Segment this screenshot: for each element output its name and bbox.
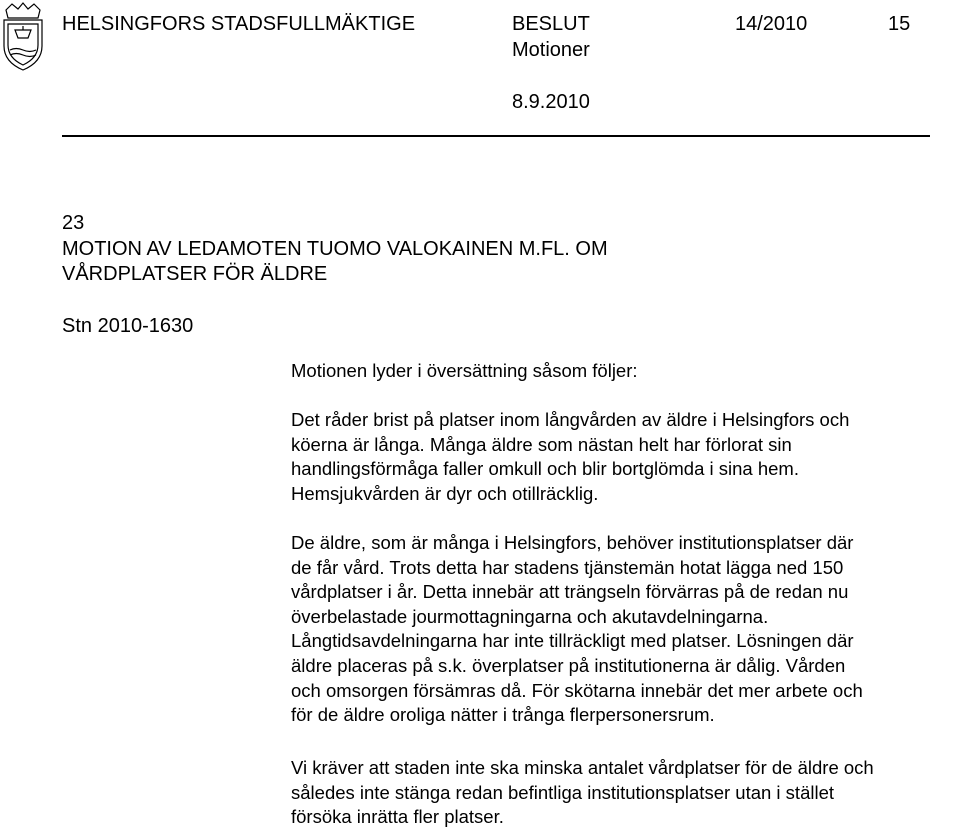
paragraph-line: för de äldre oroliga nätter i trånga flerpersonersrum. [291,704,715,726]
paragraph-line: De äldre, som är många i Helsingfors, behöver institutionsplatser där [291,532,854,553]
page-number: 15 [888,13,911,35]
meeting-number: 14/2010 [735,13,808,35]
paragraph-line: överbelastade jourmottagningarna och akutavdelningarna. [291,605,769,627]
intro-text: Motionen lyder i översättning såsom följer: [291,360,638,381]
paragraph-2 [291,531,863,728]
paragraph-line: Det råder brist på platser inom långvården av äldre i Helsingfors och [291,409,850,430]
header-divider [62,135,930,137]
item-reference: Stn 2010-1630 [62,315,194,337]
document-type: BESLUT [512,13,590,35]
item-title-line-2: VÅRDPLATSER FÖR ÄLDRE [62,263,328,285]
paragraph-line: vårdplatser i år. Detta innebär att trängseln förvärras på de redan nu [291,581,849,603]
paragraph-line: försöka inrätta fler platser. [291,806,504,828]
paragraph-3 [291,756,874,830]
paragraph-line: köerna är långa. Många äldre som nästan helt har förlorat sin [291,433,792,455]
paragraph-line: äldre placeras på s.k. överplatser på institutionerna är dålig. Vården [291,654,846,676]
paragraph-line: således inte stänga redan befintliga institutionsplatser utan i stället [291,781,835,803]
paragraph-line: handlingsförmåga faller omkull och blir bortglömda i sina hem. [291,458,799,480]
paragraph-line: Hemsjukvården är dyr och otillräcklig. [291,482,599,504]
paragraph-1 [291,408,849,506]
item-title-line-1: MOTION AV LEDAMOTEN TUOMO VALOKAINEN M.FL. OM [62,238,608,260]
meeting-date: 8.9.2010 [512,91,590,113]
item-number: 23 [62,212,85,234]
paragraph-line: de får vård. Trots detta har stadens tjänstemän hotat lägga ned 150 [291,556,844,578]
section-name: Motioner [512,39,590,61]
helsinki-coat-of-arms-logo [0,0,46,72]
organization-name: HELSINGFORS STADSFULLMÄKTIGE [62,13,416,35]
paragraph-line: och omsorgen försämras då. För skötarna innebär det mer arbete och [291,679,863,701]
paragraph-line: Vi kräver att staden inte ska minska antalet vårdplatser för de äldre och [291,757,874,778]
paragraph-line: Långtidsavdelningarna har inte tillräckligt med platser. Lösningen där [291,630,854,652]
